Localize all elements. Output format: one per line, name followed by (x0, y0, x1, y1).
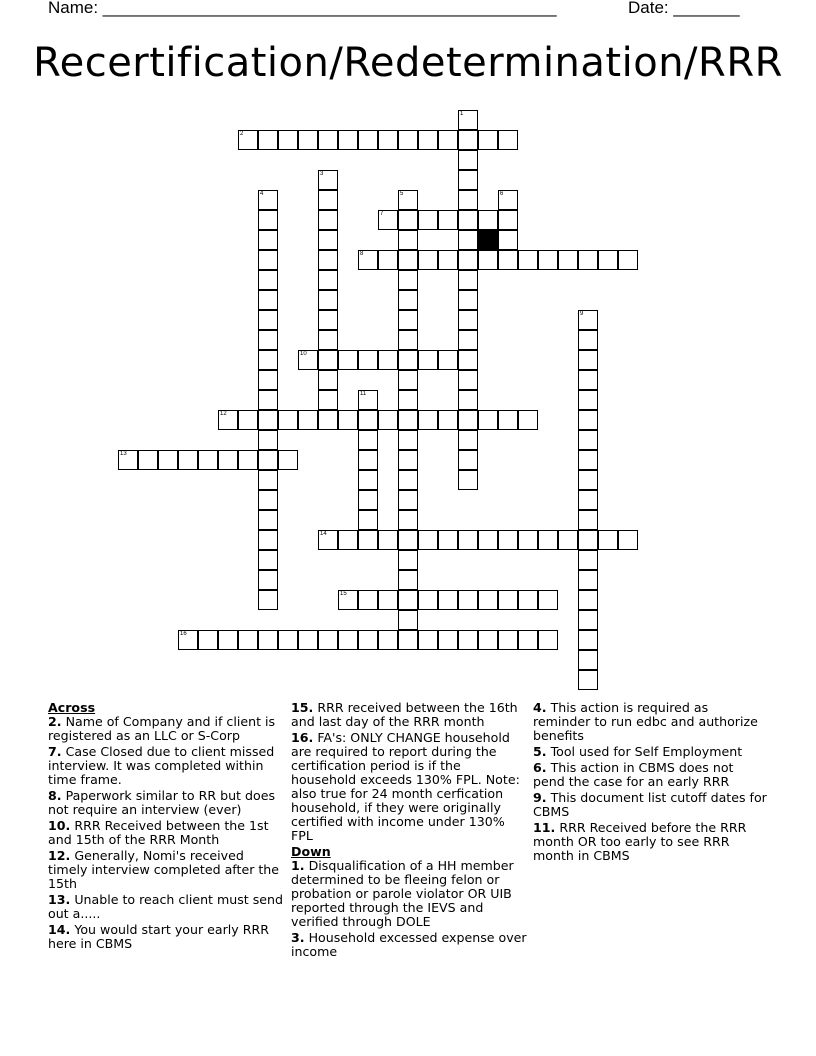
grid-cell[interactable] (398, 310, 418, 330)
clue-text: RRR received between the 16th and last day of the RRR month (291, 700, 518, 729)
cell-number: 9 (580, 311, 584, 317)
across-clue-list (48, 715, 284, 951)
clue-text: This document list cutoff dates for CBMS (533, 790, 767, 819)
grid-cell[interactable] (578, 530, 598, 550)
grid-cell[interactable] (278, 130, 298, 150)
grid-cell[interactable] (398, 230, 418, 250)
cell-number: 16 (180, 631, 187, 637)
grid-cell[interactable] (578, 350, 598, 370)
clue-number: 3. (291, 930, 305, 945)
across-clue (48, 745, 284, 787)
grid-cell[interactable] (358, 250, 378, 270)
across-clue (48, 923, 284, 951)
grid-cell[interactable] (258, 210, 278, 230)
grid-cell[interactable] (218, 630, 238, 650)
grid-cell[interactable] (258, 310, 278, 330)
grid-cell[interactable] (578, 610, 598, 630)
cell-number: 7 (380, 211, 384, 217)
grid-cell[interactable] (358, 590, 378, 610)
grid-cell[interactable] (398, 410, 418, 430)
grid-cell[interactable] (498, 410, 518, 430)
down-clue-list (291, 859, 527, 959)
grid-cell[interactable] (258, 450, 278, 470)
grid-cell[interactable] (458, 350, 478, 370)
cell-number: 1 (460, 111, 464, 117)
grid-cell[interactable] (438, 350, 458, 370)
grid-cell[interactable] (258, 510, 278, 530)
grid-cell[interactable] (398, 450, 418, 470)
grid-cell[interactable] (298, 630, 318, 650)
grid-cell[interactable] (218, 410, 238, 430)
grid-cell[interactable] (458, 230, 478, 250)
grid-cell[interactable] (418, 590, 438, 610)
grid-cell[interactable] (498, 590, 518, 610)
grid-cell[interactable] (618, 530, 638, 550)
grid-cell[interactable] (258, 370, 278, 390)
grid-cell[interactable] (538, 530, 558, 550)
grid-cell[interactable] (558, 530, 578, 550)
grid-cell[interactable] (318, 330, 338, 350)
clue-text: Paperwork similar to RR but does not require an interview (ever) (48, 788, 276, 817)
down-clue (533, 791, 769, 819)
clue-number: 10. (48, 818, 71, 833)
down-clue (533, 745, 769, 759)
grid-cell[interactable] (358, 630, 378, 650)
black-cell (478, 230, 498, 250)
grid-cell[interactable] (478, 250, 498, 270)
grid-cell[interactable] (378, 410, 398, 430)
grid-cell[interactable] (458, 390, 478, 410)
clue-number: 11. (533, 820, 556, 835)
grid-cell[interactable] (578, 550, 598, 570)
grid-cell[interactable] (578, 390, 598, 410)
grid-cell[interactable] (378, 250, 398, 270)
grid-cell[interactable] (258, 350, 278, 370)
grid-cell[interactable] (478, 630, 498, 650)
down-heading: Down (291, 844, 331, 859)
across-clue (48, 715, 284, 743)
clue-number: 9. (533, 790, 547, 805)
grid-cell[interactable] (518, 590, 538, 610)
cell-number: 10 (300, 351, 307, 357)
grid-cell[interactable] (458, 410, 478, 430)
grid-cell[interactable] (318, 410, 338, 430)
grid-cell[interactable] (258, 270, 278, 290)
grid-cell[interactable] (458, 150, 478, 170)
down-clue (533, 701, 769, 743)
grid-cell[interactable] (378, 130, 398, 150)
grid-cell[interactable] (478, 530, 498, 550)
grid-cell[interactable] (358, 130, 378, 150)
clue-text: Generally, Nomi's received timely interview completed after the 15th (48, 848, 280, 891)
grid-cell[interactable] (438, 250, 458, 270)
cell-number: 14 (320, 531, 327, 537)
clue-text: Tool used for Self Employment (546, 744, 743, 759)
grid-cell[interactable] (578, 330, 598, 350)
clue-number: 15. (291, 700, 314, 715)
grid-cell[interactable] (398, 130, 418, 150)
grid-cell[interactable] (498, 190, 518, 210)
grid-cell[interactable] (498, 210, 518, 230)
grid-cell[interactable] (318, 370, 338, 390)
cell-number: 12 (220, 411, 227, 417)
grid-cell[interactable] (338, 530, 358, 550)
grid-cell[interactable] (458, 250, 478, 270)
grid-cell[interactable] (278, 630, 298, 650)
grid-cell[interactable] (258, 550, 278, 570)
grid-cell[interactable] (358, 430, 378, 450)
down-clue-list-continued (533, 701, 769, 863)
clue-text: This action is required as reminder to run edbc and authorize benefits (533, 700, 758, 743)
down-clue (291, 931, 527, 959)
clue-text: Name of Company and if client is registered as an LLC or S-Corp (48, 714, 276, 743)
cell-number: 8 (360, 251, 364, 257)
grid-cell[interactable] (378, 590, 398, 610)
grid-cell[interactable] (318, 250, 338, 270)
grid-cell[interactable] (498, 630, 518, 650)
grid-cell[interactable] (398, 550, 418, 570)
clues-column-2 (291, 701, 527, 961)
grid-cell[interactable] (318, 630, 338, 650)
grid-cell[interactable] (518, 630, 538, 650)
clue-number: 8. (48, 788, 62, 803)
grid-cell[interactable] (578, 470, 598, 490)
grid-cell[interactable] (458, 450, 478, 470)
grid-cell[interactable] (398, 490, 418, 510)
grid-cell[interactable] (238, 130, 258, 150)
grid-cell[interactable] (398, 510, 418, 530)
grid-cell[interactable] (498, 130, 518, 150)
grid-cell[interactable] (218, 450, 238, 470)
grid-cell[interactable] (518, 530, 538, 550)
grid-cell[interactable] (398, 630, 418, 650)
grid-cell[interactable] (398, 270, 418, 290)
grid-cell[interactable] (358, 390, 378, 410)
grid-cell[interactable] (298, 410, 318, 430)
grid-cell[interactable] (258, 250, 278, 270)
grid-cell[interactable] (178, 630, 198, 650)
across-clue (48, 893, 284, 921)
grid-cell[interactable] (398, 330, 418, 350)
grid-cell[interactable] (438, 530, 458, 550)
grid-cell[interactable] (578, 570, 598, 590)
clue-number: 12. (48, 848, 71, 863)
grid-cell[interactable] (178, 450, 198, 470)
grid-cell[interactable] (538, 590, 558, 610)
grid-cell[interactable] (398, 610, 418, 630)
clue-text: This action in CBMS does not pend the case for an early RRR (533, 760, 734, 789)
grid-cell[interactable] (358, 450, 378, 470)
grid-cell[interactable] (318, 310, 338, 330)
grid-cell[interactable] (378, 210, 398, 230)
grid-cell[interactable] (438, 410, 458, 430)
cell-number: 13 (120, 451, 127, 457)
grid-cell[interactable] (278, 410, 298, 430)
grid-cell[interactable] (578, 510, 598, 530)
grid-cell[interactable] (418, 350, 438, 370)
grid-cell[interactable] (318, 230, 338, 250)
grid-cell[interactable] (158, 450, 178, 470)
grid-cell[interactable] (458, 530, 478, 550)
grid-cell[interactable] (478, 590, 498, 610)
grid-cell[interactable] (198, 450, 218, 470)
grid-cell[interactable] (478, 210, 498, 230)
date-field-label[interactable]: Date: _______ (628, 0, 740, 17)
grid-cell[interactable] (418, 130, 438, 150)
grid-cell[interactable] (258, 230, 278, 250)
across-clue (291, 731, 527, 843)
clue-text: You would start your early RRR here in CBMS (48, 922, 270, 951)
grid-cell[interactable] (418, 630, 438, 650)
grid-cell[interactable] (458, 110, 478, 130)
grid-cell[interactable] (578, 410, 598, 430)
grid-cell[interactable] (438, 590, 458, 610)
grid-cell[interactable] (578, 630, 598, 650)
grid-cell[interactable] (458, 470, 478, 490)
grid-cell[interactable] (398, 530, 418, 550)
grid-cell[interactable] (398, 210, 418, 230)
grid-cell[interactable] (518, 410, 538, 430)
grid-cell[interactable] (398, 470, 418, 490)
cell-number: 11 (360, 391, 367, 397)
grid-cell[interactable] (458, 370, 478, 390)
clue-number: 6. (533, 760, 547, 775)
grid-cell[interactable] (358, 510, 378, 530)
grid-cell[interactable] (398, 390, 418, 410)
grid-cell[interactable] (398, 590, 418, 610)
grid-cell[interactable] (378, 350, 398, 370)
across-clue (48, 849, 284, 891)
grid-cell[interactable] (598, 530, 618, 550)
grid-cell[interactable] (238, 450, 258, 470)
grid-cell[interactable] (338, 350, 358, 370)
grid-cell[interactable] (458, 190, 478, 210)
clues-column-1 (48, 701, 284, 953)
grid-cell[interactable] (258, 130, 278, 150)
grid-cell[interactable] (138, 450, 158, 470)
grid-cell[interactable] (478, 130, 498, 150)
grid-cell[interactable] (578, 250, 598, 270)
grid-cell[interactable] (258, 470, 278, 490)
down-clue (291, 859, 527, 929)
grid-cell[interactable] (378, 630, 398, 650)
grid-cell[interactable] (118, 450, 138, 470)
cell-number: 3 (320, 171, 324, 177)
grid-cell[interactable] (418, 530, 438, 550)
grid-cell[interactable] (318, 530, 338, 550)
grid-cell[interactable] (258, 490, 278, 510)
grid-cell[interactable] (558, 250, 578, 270)
grid-cell[interactable] (258, 430, 278, 450)
grid-cell[interactable] (578, 310, 598, 330)
grid-cell[interactable] (498, 230, 518, 250)
grid-cell[interactable] (258, 410, 278, 430)
clue-text: Disqualification of a HH member determined to be fleeing felon or probation or parole violator OR UIB reported through the IEVS and verified through DOLE (291, 858, 514, 929)
grid-cell[interactable] (458, 170, 478, 190)
grid-cell[interactable] (298, 130, 318, 150)
clue-text: Unable to reach client must send out a..... (48, 892, 284, 921)
grid-cell[interactable] (438, 130, 458, 150)
cell-number: 5 (400, 191, 404, 197)
grid-cell[interactable] (498, 250, 518, 270)
grid-cell[interactable] (538, 250, 558, 270)
grid-cell[interactable] (578, 650, 598, 670)
grid-cell[interactable] (458, 310, 478, 330)
grid-cell[interactable] (318, 390, 338, 410)
clue-text: FA's: ONLY CHANGE household are required to report during the certification period is if the household exceeds 130% FPL. Note: also true for 24 month cerfication household, if they were originally certified with income under 130% FPL (291, 730, 520, 843)
clue-number: 13. (48, 892, 71, 907)
grid-cell[interactable] (458, 290, 478, 310)
grid-cell[interactable] (438, 630, 458, 650)
grid-cell[interactable] (258, 290, 278, 310)
grid-cell[interactable] (378, 530, 398, 550)
name-field-label[interactable]: Name: ________________________________________________ (48, 0, 557, 17)
grid-cell[interactable] (318, 270, 338, 290)
clue-number: 5. (533, 744, 547, 759)
grid-cell[interactable] (318, 170, 338, 190)
grid-cell[interactable] (518, 250, 538, 270)
clues-column-3 (533, 701, 769, 865)
grid-cell[interactable] (418, 410, 438, 430)
grid-cell[interactable] (198, 630, 218, 650)
clue-number: 14. (48, 922, 71, 937)
clue-text: RRR Received between the 1st and 15th of the RRR Month (48, 818, 269, 847)
clue-text: RRR Received before the RRR month OR too early to see RRR month in CBMS (533, 820, 747, 863)
across-clue (291, 701, 527, 729)
grid-cell[interactable] (358, 470, 378, 490)
grid-cell[interactable] (318, 210, 338, 230)
grid-cell[interactable] (398, 190, 418, 210)
clue-number: 16. (291, 730, 314, 745)
grid-cell[interactable] (418, 210, 438, 230)
cell-number: 15 (340, 591, 347, 597)
grid-cell[interactable] (298, 350, 318, 370)
clue-text: Case Closed due to client missed interview. It was completed within time frame. (48, 744, 275, 787)
grid-cell[interactable] (338, 410, 358, 430)
down-clue (533, 821, 769, 863)
grid-cell[interactable] (458, 430, 478, 450)
grid-cell[interactable] (598, 250, 618, 270)
grid-cell[interactable] (338, 130, 358, 150)
clue-text: Household excessed expense over income (291, 930, 527, 959)
page-title: Recertification/Redetermination/RRR (33, 40, 783, 86)
grid-cell[interactable] (458, 130, 478, 150)
grid-cell[interactable] (438, 210, 458, 230)
clue-number: 1. (291, 858, 305, 873)
grid-cell[interactable] (538, 630, 558, 650)
grid-cell[interactable] (398, 350, 418, 370)
grid-cell[interactable] (578, 590, 598, 610)
clue-number: 4. (533, 700, 547, 715)
cell-number: 4 (260, 191, 264, 197)
down-clue (533, 761, 769, 789)
grid-cell[interactable] (578, 670, 598, 690)
grid-cell[interactable] (318, 350, 338, 370)
grid-cell[interactable] (618, 250, 638, 270)
across-clue (48, 819, 284, 847)
across-clue (48, 789, 284, 817)
grid-cell[interactable] (258, 390, 278, 410)
grid-cell[interactable] (578, 430, 598, 450)
grid-cell[interactable] (458, 630, 478, 650)
grid-cell[interactable] (578, 370, 598, 390)
grid-cell[interactable] (398, 250, 418, 270)
cell-number: 2 (240, 131, 244, 137)
grid-cell[interactable] (318, 190, 338, 210)
grid-cell[interactable] (578, 450, 598, 470)
grid-cell[interactable] (338, 630, 358, 650)
grid-cell[interactable] (258, 590, 278, 610)
grid-cell[interactable] (258, 630, 278, 650)
grid-cell[interactable] (398, 430, 418, 450)
grid-cell[interactable] (358, 350, 378, 370)
grid-cell[interactable] (258, 530, 278, 550)
clue-number: 2. (48, 714, 62, 729)
cell-number: 6 (500, 191, 504, 197)
grid-cell[interactable] (418, 250, 438, 270)
grid-cell[interactable] (278, 450, 298, 470)
grid-cell[interactable] (318, 290, 338, 310)
grid-cell[interactable] (338, 590, 358, 610)
grid-cell[interactable] (238, 410, 258, 430)
grid-cell[interactable] (258, 570, 278, 590)
grid-cell[interactable] (258, 330, 278, 350)
grid-cell[interactable] (358, 490, 378, 510)
grid-cell[interactable] (358, 410, 378, 430)
grid-cell[interactable] (578, 490, 598, 510)
grid-cell[interactable] (478, 410, 498, 430)
grid-cell[interactable] (398, 290, 418, 310)
grid-cell[interactable] (458, 590, 478, 610)
grid-cell[interactable] (398, 370, 418, 390)
grid-cell[interactable] (238, 630, 258, 650)
grid-cell[interactable] (318, 130, 338, 150)
grid-cell[interactable] (498, 530, 518, 550)
across-clue-list-continued (291, 701, 527, 843)
grid-cell[interactable] (458, 210, 478, 230)
across-heading: Across (48, 700, 96, 715)
grid-cell[interactable] (458, 270, 478, 290)
clue-number: 7. (48, 744, 62, 759)
grid-cell[interactable] (398, 570, 418, 590)
grid-cell[interactable] (358, 530, 378, 550)
grid-cell[interactable] (258, 190, 278, 210)
grid-cell[interactable] (458, 330, 478, 350)
